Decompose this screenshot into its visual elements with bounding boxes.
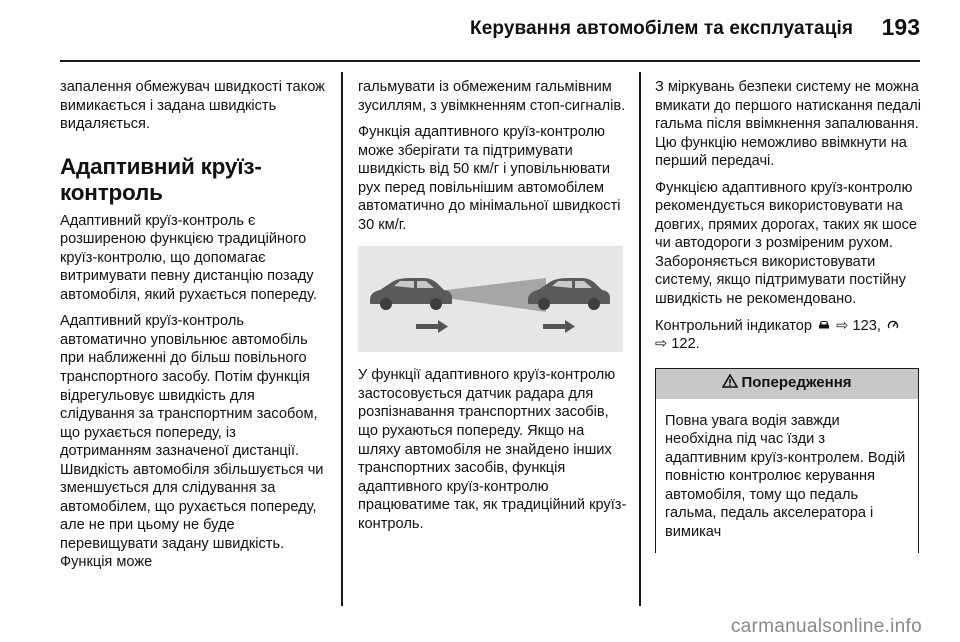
watermark-text: carmanualsonline.info	[730, 616, 922, 637]
radar-illustration-svg	[358, 246, 623, 352]
page-ref-link[interactable]: 122.	[671, 336, 700, 353]
column-2	[358, 78, 628, 541]
paragraph: Адаптивний круїз-контроль автоматично уповільнює автомобіль при наближенні до більш повільного транспортного засобу. Потім функція відрегульовує швидкість для слідування за транспортним засобом, що рухається попереду, із дотриманням зазначеної дистанції. Швидкість автомобіля збільшується чи зменшується для слідування за автомобілем, що рухається попереду, але не при цьому не буде перевищувати задану швидкість. Функція може	[60, 313, 324, 571]
intro-paragraph: запалення обмежувач швидкості також вимикається і задана швидкість видаляється.	[60, 79, 325, 133]
page-ref-link[interactable]: 123,	[852, 317, 881, 334]
paragraph: Функція адаптивного круїз-контролю може зберігати та підтримувати швидкість від 50 км/г і уповільнювати рух перед повільнішим автомобілем автоматично до мінімальної швидкості 30 км/г.	[358, 124, 621, 233]
warning-body: Повна увага водія завжди необхідна під час їзди з адаптивним круїз-контролем. Водій повністю контролює керування автомобіля, тому що педаль гальма, педаль акселератора і вимикач	[665, 412, 906, 540]
column-divider-1	[341, 72, 343, 606]
paragraph: З міркувань безпеки систему не можна вмикати до першого натискання педалі гальма після ввімкнення запалювання. Цю функцію неможливо ввімкнути на перший передачі.	[655, 79, 921, 170]
header-rule	[60, 60, 920, 62]
paragraph: Адаптивний круїз-контроль є розширеною функцією традиційного круїз-контролю, що допомагає витримувати певну дистанцію позаду автомобіля, який рухається попереду.	[60, 212, 317, 303]
paragraph: гальмувати із обмеженим гальмівним зусиллям, з увімкненням стоп-сигналів.	[358, 79, 626, 114]
warning-header	[656, 369, 918, 399]
direction-arrow-icon	[416, 320, 448, 333]
car-indicator-icon	[818, 317, 830, 336]
warning-title: Попередження	[741, 374, 852, 392]
page-ref-arrow-icon[interactable]: ⇨	[836, 317, 849, 334]
column-divider-2	[639, 72, 641, 606]
cruise-indicator-icon	[887, 317, 899, 336]
section-heading: Адаптивний круїз-контроль	[60, 153, 262, 205]
paragraph: У функції адаптивного круїз-контролю застосовується датчик радара для розпізнавання транспортних засобів, що рухаються попереду. Якщо на шляху автомобіля не знайдено інших транспортних засобів, функція адаптивного круїз-контролю працюватиме так, як традиційний круїз-контроль.	[358, 367, 627, 532]
warning-box	[655, 368, 919, 553]
indicator-reference	[655, 317, 925, 354]
direction-arrow-icon	[543, 320, 575, 333]
paragraph: Функцією адаптивного круїз-контролю рекомендується використовувати на довгих, прямих дорогах, таких як шосе чи автодороги з розміреним рухом. Забороняється використовувати систему, якщо підтримувати постійну швидкість не рекомендовано.	[655, 179, 918, 308]
header-title: Керування автомобілем та експлуатація	[470, 18, 854, 39]
indicator-label: Контрольний індикатор	[655, 317, 813, 334]
column-1	[60, 78, 328, 580]
page-number: 193	[881, 14, 920, 40]
column-3	[655, 78, 925, 553]
own-car-icon	[370, 278, 452, 310]
page-ref-arrow-icon[interactable]: ⇨	[655, 336, 668, 353]
adaptive-cruise-radar-illustration	[358, 246, 623, 352]
warning-triangle-icon	[722, 374, 738, 394]
